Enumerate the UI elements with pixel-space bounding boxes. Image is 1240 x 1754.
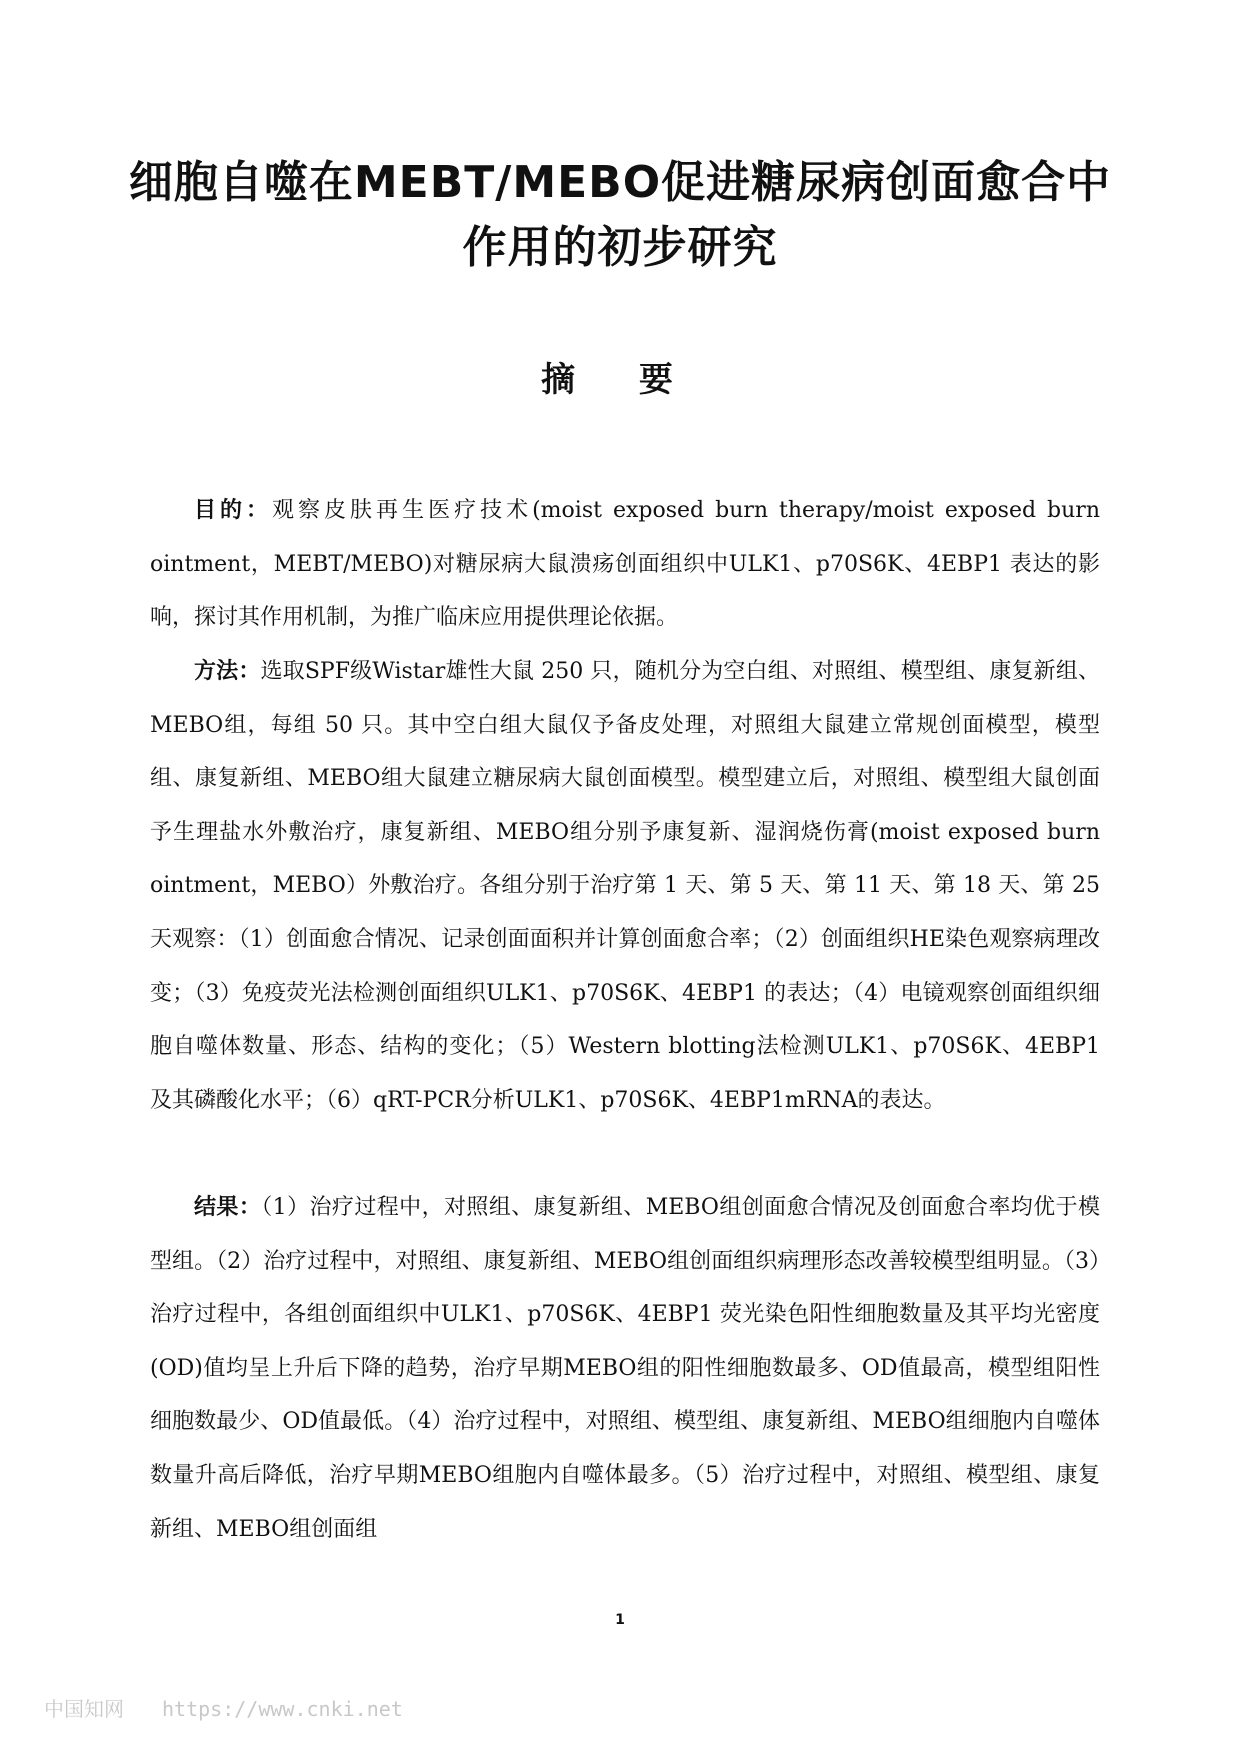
results-label: 结果：: [194, 1195, 262, 1220]
cnki-watermark: [44, 1693, 403, 1722]
paper-title-line-2: 作用的初步研究: [462, 222, 778, 273]
methods-text: 选取SPF级Wistar雄性大鼠 250 只，随机分为空白组、对照组、模型组、康复新组、MEBO组，每组 50 只。其中空白组大鼠仅予备皮处理，对照组大鼠建立常规创面模型，模型组、康复新组、MEBO组大鼠建立糖尿病大鼠创面模型。模型建立后，对照组、模型组大鼠创面予生理盐水外敷治疗，康复新组、MEBO组分别予康复新、湿润烧伤膏(moist exposed burn ointment，MEBO）外敷治疗。各组分别于治疗第 1 天、第 5 天、第 11 天、第 18 天、第 25 天观察：（1）创面愈合情况、记录创面面积并计算创面愈合率；（2）创面组织HE染色观察病理改变；（3）免疫荧光法检测创面组织ULK1、p70S6K、4EBP1 的表达；（4）电镜观察创面组织细胞自噬体数量、形态、结构的变化；（5）Western blotting法检测ULK1、p70S6K、4EBP1 及其磷酸化水平；（6）qRT-PCR分析ULK1、p70S6K、4EBP1mRNA的表达。: [150, 659, 1100, 1113]
results-paragraph: [150, 1181, 1100, 1556]
objective-paragraph: [150, 484, 1100, 645]
watermark-url: https://www.cnki.net: [162, 1697, 403, 1721]
paper-title-line-1: 细胞自噬在MEBT/MEBO促进糖尿病创面愈合中: [128, 157, 1112, 208]
methods-label: 方法：: [194, 659, 261, 684]
objective-label: 目的：: [194, 498, 273, 523]
page-number: 1: [615, 1612, 625, 1628]
results-text: （1）治疗过程中，对照组、康复新组、MEBO组创面愈合情况及创面愈合率均优于模型组。（2）治疗过程中，对照组、康复新组、MEBO组创面组织病理形态改善较模型组明显。（3）治疗过程中，各组创面组织中ULK1、p70S6K、4EBP1 荧光染色阳性细胞数量及其平均光密度(OD)值均呈上升后下降的趋势，治疗早期MEBO组的阳性细胞数最多、OD值最高，模型组阳性细胞数最少、OD值最低。（4）治疗过程中，对照组、模型组、康复新组、MEBO组细胞内自噬体数量升高后降低，治疗早期MEBO组胞内自噬体最多。（5）治疗过程中，对照组、模型组、康复新组、MEBO组创面组: [150, 1195, 1100, 1542]
watermark-name: 中国知网: [44, 1697, 124, 1721]
methods-paragraph: [150, 645, 1100, 1127]
objective-text: 观察皮肤再生医疗技术(moist exposed burn therapy/moist exposed burn ointment，MEBT/MEBO)对糖尿病大鼠溃疡创面组织中ULK1、p70S6K、4EBP1 表达的影响，探讨其作用机制，为推广临床应用提供理论依据。: [150, 498, 1100, 631]
abstract-heading: 摘 要: [541, 360, 699, 400]
